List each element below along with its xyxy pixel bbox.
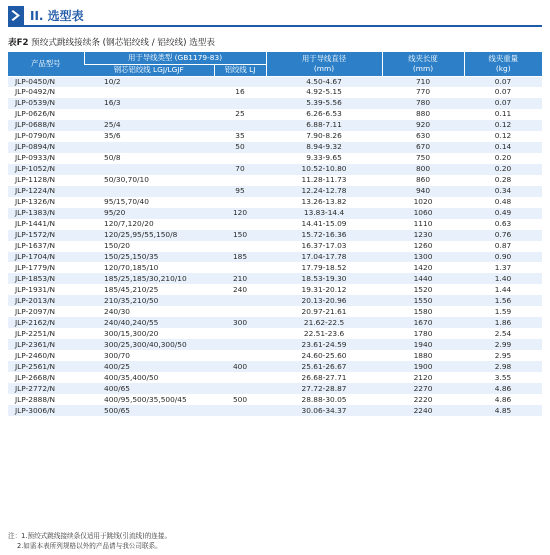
cell-model: JLP-1704/N (8, 252, 84, 263)
header-diameter-unit: (mm) (313, 63, 335, 73)
cell-aluminum (214, 328, 266, 339)
cell-diameter: 12.24-12.78 (266, 186, 382, 197)
cell-diameter: 23.61-24.59 (266, 339, 382, 350)
cell-weight: 0.28 (464, 175, 542, 186)
table-row (8, 76, 542, 87)
cell-weight: 0.12 (464, 131, 542, 142)
cell-model: JLP-1128/N (8, 175, 84, 186)
table-row (8, 273, 542, 284)
table-row (8, 197, 542, 208)
cell-aluminum (214, 153, 266, 164)
cell-weight: 4.86 (464, 383, 542, 394)
caption-code: 表F2 (8, 38, 29, 48)
table-row (8, 405, 542, 416)
cell-aluminum: 120 (214, 208, 266, 219)
cell-diameter: 22.51-23.6 (266, 328, 382, 339)
cell-length: 670 (382, 142, 464, 153)
cell-weight: 0.87 (464, 241, 542, 252)
cell-weight: 0.90 (464, 252, 542, 263)
cell-diameter: 21.62-22.5 (266, 317, 382, 328)
cell-length: 1940 (382, 339, 464, 350)
cell-aluminum (214, 372, 266, 383)
cell-acsr (84, 142, 214, 153)
cell-aluminum (214, 175, 266, 186)
cell-model: JLP-0790/N (8, 131, 84, 142)
cell-length: 1110 (382, 219, 464, 230)
cell-weight: 4.85 (464, 405, 542, 416)
cell-model: JLP-2772/N (8, 383, 84, 394)
cell-model: JLP-0933/N (8, 153, 84, 164)
footnote-2: 2.如需本表所列规格以外的产品请与我公司联系。 (17, 541, 162, 550)
cell-aluminum (214, 120, 266, 131)
table-row (8, 186, 542, 197)
cell-aluminum (214, 383, 266, 394)
table-row (8, 120, 542, 131)
header-diameter-label: 用于导线直径 (301, 53, 347, 63)
cell-model: JLP-1853/N (8, 273, 84, 284)
cell-length: 1880 (382, 350, 464, 361)
cell-model: JLP-2251/N (8, 328, 84, 339)
cell-aluminum (214, 241, 266, 252)
cell-model: JLP-0492/N (8, 87, 84, 98)
header-weight (464, 52, 542, 76)
table-row (8, 241, 542, 252)
cell-aluminum (214, 76, 266, 87)
cell-length: 940 (382, 186, 464, 197)
cell-weight: 2.95 (464, 350, 542, 361)
table-row (8, 208, 542, 219)
cell-acsr: 16/3 (84, 98, 214, 109)
cell-diameter: 19.31-20.12 (266, 284, 382, 295)
cell-length: 920 (382, 120, 464, 131)
cell-aluminum (214, 339, 266, 350)
cell-length: 1440 (382, 273, 464, 284)
table-row (8, 350, 542, 361)
cell-diameter: 11.28-11.73 (266, 175, 382, 186)
cell-weight: 0.11 (464, 109, 542, 120)
cell-acsr (84, 109, 214, 120)
cell-acsr: 50/8 (84, 153, 214, 164)
cell-acsr: 240/40,240/55 (84, 317, 214, 328)
header-weight-label: 线夹重量 (488, 53, 519, 63)
table-row (8, 339, 542, 350)
cell-length: 710 (382, 76, 464, 87)
cell-length: 1060 (382, 208, 464, 219)
header-diameter (266, 52, 382, 76)
cell-length: 1300 (382, 252, 464, 263)
cell-length: 750 (382, 153, 464, 164)
cell-aluminum: 400 (214, 361, 266, 372)
cell-model: JLP-3006/N (8, 405, 84, 416)
cell-acsr: 185/25,185/30,210/10 (84, 273, 214, 284)
cell-model: JLP-1441/N (8, 219, 84, 230)
cell-model: JLP-0626/N (8, 109, 84, 120)
cell-weight: 0.76 (464, 230, 542, 241)
cell-weight: 0.07 (464, 87, 542, 98)
cell-length: 1900 (382, 361, 464, 372)
cell-length: 1670 (382, 317, 464, 328)
table-row (8, 87, 542, 98)
cell-aluminum (214, 306, 266, 317)
cell-acsr: 240/30 (84, 306, 214, 317)
cell-length: 2120 (382, 372, 464, 383)
caption-text: 预绞式跳线接续条 (钢芯铝绞线 / 铝绞线) 选型表 (28, 38, 215, 48)
selection-table (8, 52, 542, 416)
table-row (8, 262, 542, 273)
cell-weight: 3.55 (464, 372, 542, 383)
cell-weight: 0.07 (464, 76, 542, 87)
cell-model: JLP-2097/N (8, 306, 84, 317)
cell-acsr: 210/35,210/50 (84, 295, 214, 306)
cell-length: 1420 (382, 262, 464, 273)
cell-model: JLP-1637/N (8, 241, 84, 252)
cell-diameter: 7.90-8.26 (266, 131, 382, 142)
cell-diameter: 13.83-14.4 (266, 208, 382, 219)
table-row (8, 394, 542, 405)
cell-length: 860 (382, 175, 464, 186)
cell-model: JLP-2361/N (8, 339, 84, 350)
cell-aluminum: 25 (214, 109, 266, 120)
footnotes (8, 532, 171, 551)
cell-model: JLP-0539/N (8, 98, 84, 109)
cell-length: 630 (382, 131, 464, 142)
table-row (8, 317, 542, 328)
cell-acsr: 25/4 (84, 120, 214, 131)
cell-length: 1520 (382, 284, 464, 295)
cell-acsr (84, 164, 214, 175)
chevron-right-icon (8, 6, 24, 25)
cell-weight: 0.63 (464, 219, 542, 230)
cell-acsr: 400/35,400/50 (84, 372, 214, 383)
cell-length: 2240 (382, 405, 464, 416)
cell-aluminum: 35 (214, 131, 266, 142)
cell-diameter: 6.26-6.53 (266, 109, 382, 120)
cell-weight: 0.20 (464, 164, 542, 175)
table-row (8, 372, 542, 383)
cell-weight: 0.34 (464, 186, 542, 197)
header-weight-unit: (kg) (495, 63, 511, 73)
cell-aluminum (214, 405, 266, 416)
cell-acsr: 150/25,150/35 (84, 252, 214, 263)
table-row (8, 328, 542, 339)
table-row (8, 98, 542, 109)
cell-diameter: 30.06-34.37 (266, 405, 382, 416)
section-header (8, 6, 542, 28)
table-row (8, 109, 542, 120)
table-body (8, 76, 542, 416)
cell-diameter: 18.53-19.30 (266, 273, 382, 284)
table-row (8, 361, 542, 372)
cell-diameter: 20.97-21.61 (266, 306, 382, 317)
cell-weight: 0.49 (464, 208, 542, 219)
header-aluminum: 铝绞线 LJ (214, 64, 266, 76)
cell-model: JLP-1224/N (8, 186, 84, 197)
cell-aluminum: 16 (214, 87, 266, 98)
cell-diameter: 28.88-30.05 (266, 394, 382, 405)
cell-length: 2270 (382, 383, 464, 394)
table-row (8, 252, 542, 263)
cell-weight: 1.44 (464, 284, 542, 295)
table-caption (8, 36, 215, 48)
cell-aluminum (214, 350, 266, 361)
footnote-1: 注：1.预绞式跳线接续条仅适用于跳线(引流线)的连接。 (8, 532, 172, 540)
cell-model: JLP-2013/N (8, 295, 84, 306)
header-length-label: 线夹长度 (408, 53, 438, 63)
cell-diameter: 15.72-16.36 (266, 230, 382, 241)
cell-diameter: 8.94-9.32 (266, 142, 382, 153)
header-length (382, 52, 464, 76)
cell-acsr: 300/70 (84, 350, 214, 361)
cell-diameter: 17.04-17.78 (266, 252, 382, 263)
cell-diameter: 16.37-17.03 (266, 241, 382, 252)
section-title: II. 选型表 (30, 9, 84, 23)
table-row (8, 284, 542, 295)
cell-diameter: 26.68-27.71 (266, 372, 382, 383)
cell-acsr: 400/25 (84, 361, 214, 372)
cell-acsr: 400/95,500/35,500/45 (84, 394, 214, 405)
cell-model: JLP-2460/N (8, 350, 84, 361)
cell-acsr: 120/70,185/10 (84, 262, 214, 273)
cell-aluminum: 210 (214, 273, 266, 284)
cell-length: 770 (382, 87, 464, 98)
table-row (8, 383, 542, 394)
cell-diameter: 17.79-18.52 (266, 262, 382, 273)
cell-aluminum (214, 295, 266, 306)
cell-model: JLP-1383/N (8, 208, 84, 219)
cell-aluminum: 95 (214, 186, 266, 197)
cell-weight: 1.37 (464, 262, 542, 273)
cell-model: JLP-1779/N (8, 262, 84, 273)
header-length-unit: (mm) (412, 63, 434, 73)
cell-weight: 4.86 (464, 394, 542, 405)
cell-weight: 1.40 (464, 273, 542, 284)
cell-aluminum (214, 219, 266, 230)
cell-weight: 0.20 (464, 153, 542, 164)
cell-acsr: 185/45,210/25 (84, 284, 214, 295)
cell-acsr (84, 87, 214, 98)
cell-weight: 1.86 (464, 317, 542, 328)
cell-length: 780 (382, 98, 464, 109)
cell-weight: 2.54 (464, 328, 542, 339)
cell-length: 1780 (382, 328, 464, 339)
header-divider (8, 25, 542, 27)
cell-aluminum: 150 (214, 230, 266, 241)
cell-weight: 2.98 (464, 361, 542, 372)
cell-model: JLP-2162/N (8, 317, 84, 328)
cell-aluminum (214, 98, 266, 109)
cell-weight: 0.14 (464, 142, 542, 153)
cell-weight: 1.59 (464, 306, 542, 317)
cell-length: 2220 (382, 394, 464, 405)
cell-diameter: 5.39-5.56 (266, 98, 382, 109)
cell-acsr: 150/20 (84, 241, 214, 252)
cell-aluminum (214, 262, 266, 273)
cell-model: JLP-0894/N (8, 142, 84, 153)
cell-aluminum: 500 (214, 394, 266, 405)
cell-acsr: 120/7,120/20 (84, 219, 214, 230)
cell-diameter: 9.33-9.65 (266, 153, 382, 164)
cell-length: 1020 (382, 197, 464, 208)
cell-model: JLP-0450/N (8, 76, 84, 87)
cell-diameter: 4.50-4.67 (266, 76, 382, 87)
header-acsr: 钢芯铝绞线 LGJ/LGJF (84, 64, 214, 76)
cell-length: 880 (382, 109, 464, 120)
cell-length: 1260 (382, 241, 464, 252)
table-row (8, 175, 542, 186)
cell-acsr: 300/15,300/20 (84, 328, 214, 339)
table-row (8, 295, 542, 306)
cell-aluminum: 70 (214, 164, 266, 175)
cell-length: 800 (382, 164, 464, 175)
table-row (8, 219, 542, 230)
table-row (8, 164, 542, 175)
cell-aluminum: 300 (214, 317, 266, 328)
cell-diameter: 10.52-10.80 (266, 164, 382, 175)
cell-acsr: 35/6 (84, 131, 214, 142)
cell-diameter: 13.26-13.82 (266, 197, 382, 208)
cell-weight: 1.56 (464, 295, 542, 306)
table-row (8, 142, 542, 153)
header-model: 产品型号 (8, 52, 84, 76)
cell-acsr: 95/15,70/40 (84, 197, 214, 208)
table-row (8, 131, 542, 142)
cell-model: JLP-2561/N (8, 361, 84, 372)
cell-length: 1550 (382, 295, 464, 306)
cell-model: JLP-2888/N (8, 394, 84, 405)
cell-diameter: 6.88-7.11 (266, 120, 382, 131)
cell-length: 1580 (382, 306, 464, 317)
cell-model: JLP-2668/N (8, 372, 84, 383)
cell-acsr: 10/2 (84, 76, 214, 87)
header-conductor-type: 用于导线类型 (GB1179-83) (84, 52, 266, 64)
cell-acsr: 120/25,95/55,150/8 (84, 230, 214, 241)
cell-acsr: 300/25,300/40,300/50 (84, 339, 214, 350)
cell-aluminum (214, 197, 266, 208)
cell-acsr: 400/65 (84, 383, 214, 394)
cell-weight: 0.12 (464, 120, 542, 131)
table-row (8, 306, 542, 317)
cell-acsr: 500/65 (84, 405, 214, 416)
cell-diameter: 4.92-5.15 (266, 87, 382, 98)
cell-aluminum: 185 (214, 252, 266, 263)
cell-model: JLP-1326/N (8, 197, 84, 208)
table-row (8, 230, 542, 241)
cell-weight: 0.07 (464, 98, 542, 109)
cell-diameter: 20.13-20.96 (266, 295, 382, 306)
cell-acsr (84, 186, 214, 197)
cell-model: JLP-1572/N (8, 230, 84, 241)
cell-model: JLP-0688/N (8, 120, 84, 131)
cell-acsr: 95/20 (84, 208, 214, 219)
cell-diameter: 14.41-15.09 (266, 219, 382, 230)
cell-length: 1230 (382, 230, 464, 241)
cell-aluminum: 240 (214, 284, 266, 295)
cell-acsr: 50/30,70/10 (84, 175, 214, 186)
cell-model: JLP-1931/N (8, 284, 84, 295)
cell-diameter: 27.72-28.87 (266, 383, 382, 394)
cell-diameter: 24.60-25.60 (266, 350, 382, 361)
table-row (8, 153, 542, 164)
cell-diameter: 25.61-26.67 (266, 361, 382, 372)
cell-model: JLP-1052/N (8, 164, 84, 175)
cell-aluminum: 50 (214, 142, 266, 153)
cell-weight: 2.99 (464, 339, 542, 350)
cell-weight: 0.48 (464, 197, 542, 208)
